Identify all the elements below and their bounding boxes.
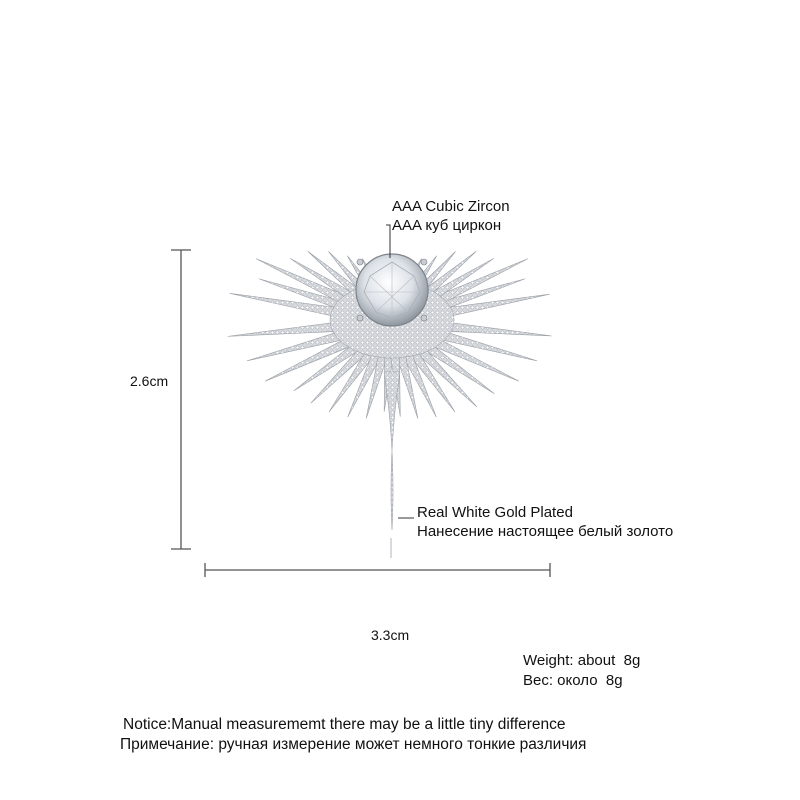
- height-dimension-line: [171, 250, 191, 549]
- plating-callout: [417, 503, 673, 541]
- stone-callout-line2: AAA куб циркон: [392, 217, 502, 234]
- notice-line2: Примечание: ручная измерение может немного тонкие различия: [120, 736, 587, 753]
- plating-callout-line2: Нанесение настоящее белый золото: [417, 523, 674, 540]
- plating-callout-line1: Real White Gold Plated: [417, 504, 573, 521]
- stone-callout: [392, 197, 510, 235]
- stone-callout-leader: [386, 225, 390, 258]
- height-label: 2.6cm: [130, 373, 169, 389]
- stone-callout-line1: AAA Cubic Zircon: [392, 198, 510, 215]
- center-stone-icon: [356, 254, 428, 326]
- width-label: 3.3cm: [371, 627, 410, 643]
- notice: [120, 715, 586, 755]
- weight-line2: Bec: около 8g: [523, 672, 623, 689]
- weight-info: [523, 651, 640, 691]
- weight-line1: Weight: about 8g: [523, 652, 641, 669]
- notice-line1: Notice:Manual measurememt there may be a little tiny difference: [123, 716, 566, 733]
- width-dimension-line: [205, 563, 550, 577]
